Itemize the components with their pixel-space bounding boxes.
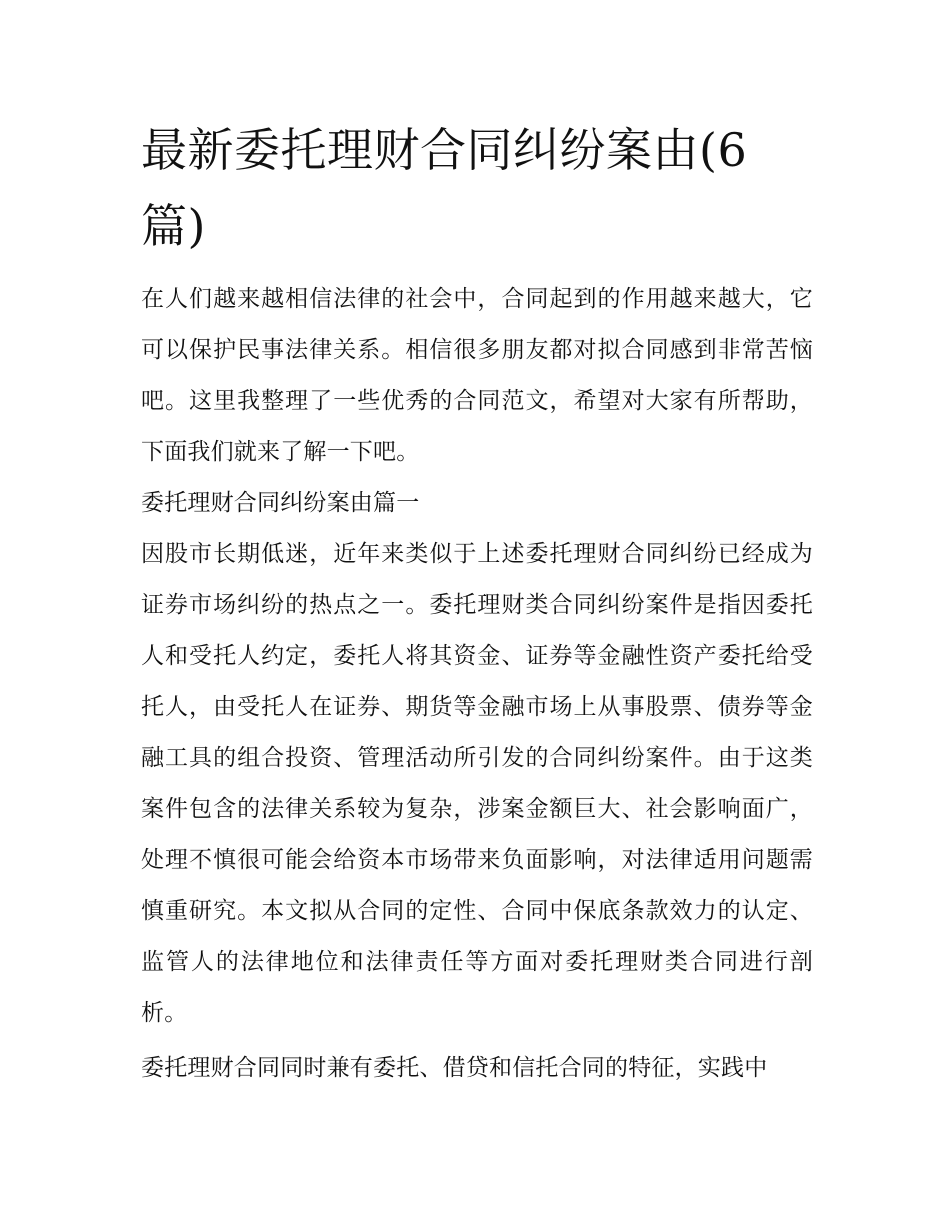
section-heading: 委托理财合同纠纷案由篇一 [141, 490, 420, 516]
document-body [141, 112, 813, 1094]
intro-paragraph: 在人们越来越相信法律的社会中，合同起到的作用越来越大，它可以保护民事法律关系。相信很多朋友都对拟合同感到非常苦恼吧。这里我整理了一些优秀的合同范文，希望对大家有所帮助，下面我们就来了解一下吧。 [141, 286, 813, 465]
body-paragraph-2: 委托理财合同同时兼有委托、借贷和信托合同的特征，实践中 [141, 1055, 768, 1081]
page-title: 最新委托理财合同纠纷案由(6篇) [141, 123, 748, 253]
body-paragraph-1: 因股市长期低迷，近年来类似于上述委托理财合同纠纷已经成为证券市场纠纷的热点之一。委托理财类合同纠纷案件是指因委托人和受托人约定，委托人将其资金、证券等金融性资产委托给受托人，由受托人在证券、期货等金融市场上从事股票、债券等金融工具的组合投资、管理活动所引发的合同纠纷案件。由于这类案件包含的法律关系较为复杂，涉案金额巨大、社会影响面广，处理不慎很可能会给资本市场带来负面影响，对法律适用问题需慎重研究。本文拟从合同的定性、合同中保底条款效力的认定、监管人的法律地位和法律责任等方面对委托理财类合同进行剖析。 [141, 541, 813, 1026]
